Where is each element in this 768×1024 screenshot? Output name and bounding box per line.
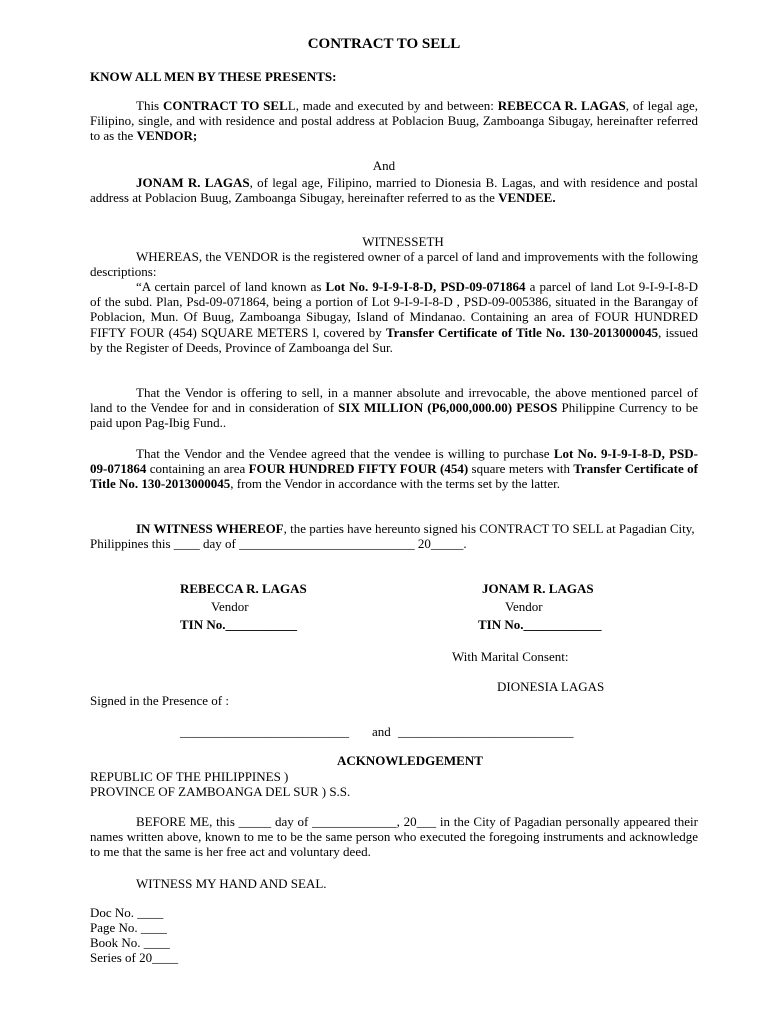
series-year: Series of 20____ xyxy=(90,950,179,965)
document-title: CONTRACT TO SELL xyxy=(307,36,461,52)
witness-signature-line-left: __________________________ xyxy=(180,724,349,739)
page-number: Page No. ____ xyxy=(90,920,167,935)
acknowledgement-heading: ACKNOWLEDGEMENT xyxy=(337,753,483,768)
offer-paragraph: That the Vendor is offering to sell, in a manner absolute and irrevocable, the above mentioned parcel of land to the Vendee for and in consideration of SIX MILLION (P6,000,000.00) PESOS Philippine Currency to be paid upon Pag-Ibig Fund.. xyxy=(90,385,698,431)
hand-and-seal: WITNESS MY HAND AND SEAL. xyxy=(136,876,327,891)
agreement-paragraph: That the Vendor and the Vendee agreed that the vendee is willing to purchase Lot No. 9-I-9-I-8-D, PSD-09-071864 containing an area FOUR HUNDRED FIFTY FOUR (454) square meters with Transfer Certificate of Title No. 130-2013000045, from the Vendor in accordance with the terms set by the latter. xyxy=(90,446,698,492)
witnesseth-heading: WITNESSETH xyxy=(362,234,444,249)
vendor-name: REBECCA R. LAGAS xyxy=(180,581,307,596)
land-description-paragraph: “A certain parcel of land known as Lot No. 9-I-9-I-8-D, PSD-09-071864 a parcel of land Lot 9-I-9-I-8-D of the subd. Plan, Psd-09-071864, being a portion of Lot 9-I-9-I-8-D , PSD-09-005386, situated in the Barangay of Poblacion, Mun. Of Buug, Zamboanga Sibugay, Island of Mindanao. Containing an area of FOUR HUNDRED FIFTY FOUR (454) SQUARE METERS l, covered by Transfer Certificate of Title No. 130-2013000045, issued by the Register of Deeds, Province of Zamboanga del Sur. xyxy=(90,279,699,355)
province-line: PROVINCE OF ZAMBOANGA DEL SUR ) S.S. xyxy=(90,784,351,799)
republic-line: REPUBLIC OF THE PHILIPPINES ) xyxy=(90,769,289,784)
doc-number: Doc No. ____ xyxy=(90,905,164,920)
vendee-role: Vendor xyxy=(505,599,543,614)
intro-paragraph: This CONTRACT TO SELL, made and executed by and between: REBECCA R. LAGAS, of legal age, Filipino, single, and with residence and postal address at Poblacion Buug, Zamboanga Sibugay, hereinafter referred to as the VENDOR; xyxy=(90,98,698,144)
vendee-paragraph: JONAM R. LAGAS, of legal age, Filipino, married to Dionesia B. Lagas, and with residence and postal address at Poblacion Buug, Zamboanga Sibugay, hereinafter referred to as the VENDEE. xyxy=(90,175,698,206)
signed-presence-label: Signed in the Presence of : xyxy=(90,693,229,708)
vendee-name: JONAM R. LAGAS xyxy=(482,581,594,596)
witness-whereof-paragraph: IN WITNESS WHEREOF, the parties have hereunto signed his CONTRACT TO SELL at Pagadian City, Philippines this ____ day of ___________________________ 20_____. xyxy=(90,521,695,552)
marital-consent-label: With Marital Consent: xyxy=(452,649,569,664)
vendee-tin: TIN No.____________ xyxy=(478,617,602,632)
witness-and-word: and xyxy=(372,724,391,739)
and-word: And xyxy=(372,158,396,173)
vendor-role: Vendor xyxy=(211,599,249,614)
witness-signature-line-right: ___________________________ xyxy=(398,724,574,739)
consent-name: DIONESIA LAGAS xyxy=(497,679,605,694)
before-me-paragraph: BEFORE ME, this _____ day of _____________, 20___ in the City of Pagadian personally appeared their names written above, known to me to be the same person who executed the foregoing instruments and acknowledge to me that the same is her free act and voluntary deed. xyxy=(90,814,698,860)
book-number: Book No. ____ xyxy=(90,935,170,950)
opening-line: KNOW ALL MEN BY THESE PRESENTS: xyxy=(90,69,337,84)
vendor-tin: TIN No.___________ xyxy=(180,617,298,632)
whereas-paragraph: WHEREAS, the VENDOR is the registered owner of a parcel of land and improvements with the following descriptions: xyxy=(90,249,698,280)
